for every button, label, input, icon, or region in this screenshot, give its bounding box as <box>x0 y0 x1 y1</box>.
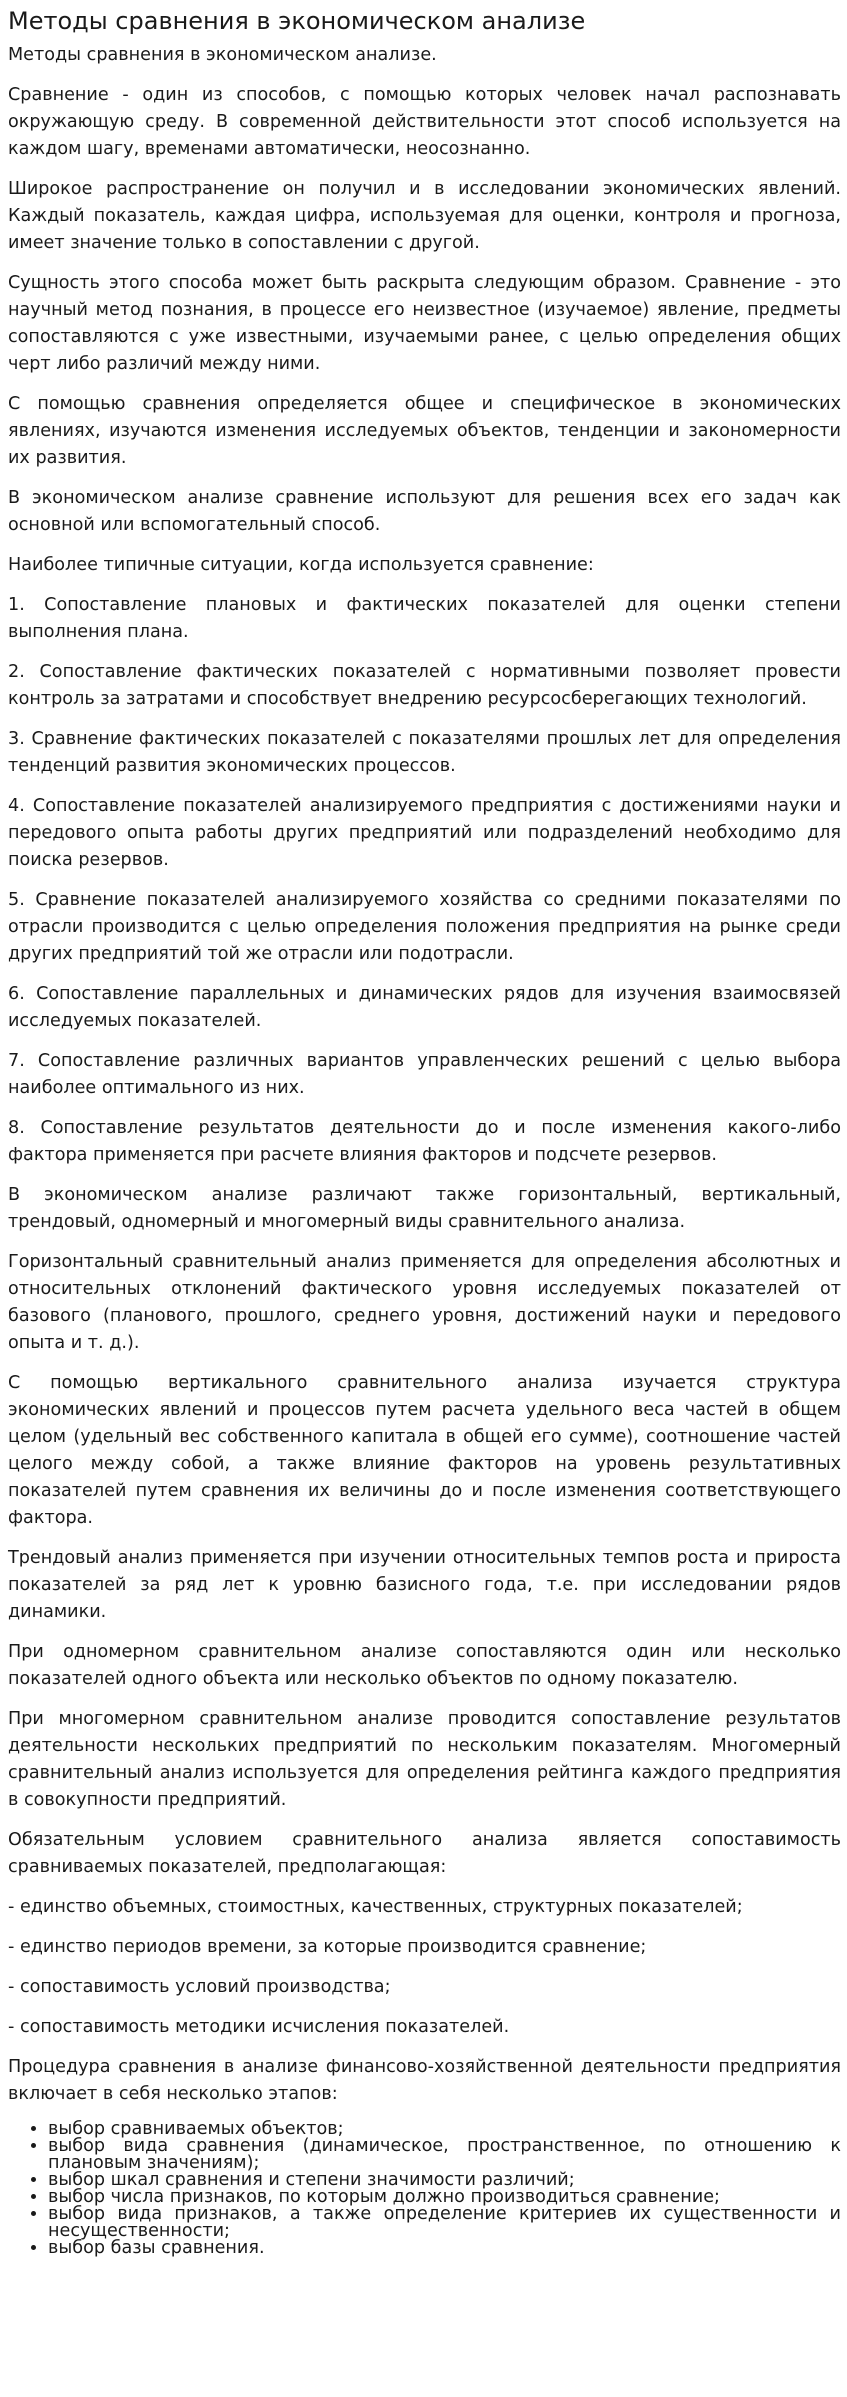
condition-item: - единство объемных, стоимостных, качественных, структурных показателей; <box>8 1897 743 1917</box>
condition-item: - сопоставимость условий производства; <box>8 1977 391 1997</box>
list-item: • выбор шкал сравнения и степени значимости различий; <box>48 2172 841 2189</box>
paragraph: Сравнение - один из способов, с помощью которых человек начал распознавать окружающую среду. В современной действительности этот способ используется на каждом шагу, временами автоматически, неосознанно. <box>8 85 841 159</box>
condition-item: - единство периодов времени, за которые производится сравнение; <box>8 1937 647 1957</box>
steps-list <box>8 2121 841 2257</box>
list-item: • выбор базы сравнения. <box>48 2240 841 2257</box>
paragraph: С помощью вертикального сравнительного анализа изучается структура экономических явлений и процессов путем расчета удельного веса частей в общем целом (удельный вес собственного капитала в общей его сумме), соотношение частей целого между собой, а также влияние факторов на уровень результативных показателей путем сравнения их величины до и после изменения соответствующего фактора. <box>8 1373 841 1528</box>
numbered-item: 3. Сравнение фактических показателей с показателями прошлых лет для определения тенденций развития экономических процессов. <box>8 729 841 776</box>
paragraph: Обязательным условием сравнительного анализа является сопоставимость сравниваемых показателей, предполагающая: <box>8 1830 841 1877</box>
list-item: • выбор вида сравнения (динамическое, пространственное, по отношению к плановым значениям); <box>48 2138 841 2172</box>
paragraph: Процедура сравнения в анализе финансово-хозяйственной деятельности предприятия включает в себя несколько этапов: <box>8 2057 841 2104</box>
paragraph: При одномерном сравнительном анализе сопоставляются один или несколько показателей одного объекта или несколько объектов по одному показателю. <box>8 1642 841 1689</box>
paragraph: При многомерном сравнительном анализе проводится сопоставление результатов деятельности нескольких предприятий по нескольким показателям. Многомерный сравнительный анализ используется для определения рейтинга каждого предприятия в совокупности предприятий. <box>8 1709 841 1810</box>
numbered-item: 7. Сопоставление различных вариантов управленческих решений с целью выбора наиболее оптимального из них. <box>8 1051 841 1098</box>
condition-item: - сопоставимость методики исчисления показателей. <box>8 2017 510 2037</box>
paragraph: Наиболее типичные ситуации, когда используется сравнение: <box>8 555 594 575</box>
numbered-item: 2. Сопоставление фактических показателей с нормативными позволяет провести контроль за затратами и способствует внедрению ресурсосберегающих технологий. <box>8 662 841 709</box>
numbered-item: 8. Сопоставление результатов деятельности до и после изменения какого-либо фактора применяется при расчете влияния факторов и подсчете резервов. <box>8 1118 841 1165</box>
numbered-item: 1. Сопоставление плановых и фактических показателей для оценки степени выполнения плана. <box>8 595 841 642</box>
paragraph: Горизонтальный сравнительный анализ применяется для определения абсолютных и относительных отклонений фактического уровня исследуемых показателей от базового (планового, прошлого, среднего уровня, достижений науки и передового опыта и т. д.). <box>8 1252 841 1353</box>
list-item: • выбор сравниваемых объектов; <box>48 2121 841 2138</box>
article-subtitle: Методы сравнения в экономическом анализе. <box>8 45 437 65</box>
list-item: • выбор вида признаков, а также определение критериев их существенности и несущественности; <box>48 2206 841 2240</box>
paragraph: В экономическом анализе сравнение используют для решения всех его задач как основной или вспомогательный способ. <box>8 488 841 535</box>
list-item: • выбор числа признаков, по которым должно производиться сравнение; <box>48 2189 841 2206</box>
numbered-item: 4. Сопоставление показателей анализируемого предприятия с достижениями науки и передового опыта работы других предприятий или подразделений необходимо для поиска резервов. <box>8 796 841 870</box>
numbered-item: 6. Сопоставление параллельных и динамических рядов для изучения взаимосвязей исследуемых показателей. <box>8 984 841 1031</box>
paragraph: С помощью сравнения определяется общее и специфическое в экономических явлениях, изучаются изменения исследуемых объектов, тенденции и закономерности их развития. <box>8 394 841 468</box>
paragraph: Трендовый анализ применяется при изучении относительных темпов роста и прироста показателей за ряд лет к уровню базисного года, т.е. при исследовании рядов динамики. <box>8 1548 841 1622</box>
numbered-item: 5. Сравнение показателей анализируемого хозяйства со средними показателями по отрасли производится с целью определения положения предприятия на рынке среди других предприятий той же отрасли или подотрасли. <box>8 890 841 964</box>
paragraph: Сущность этого способа может быть раскрыта следующим образом. Сравнение - это научный метод познания, в процессе его неизвестное (изучаемое) явление, предметы сопоставляются с уже известными, изучаемыми ранее, с целью определения общих черт либо различий между ними. <box>8 273 841 374</box>
paragraph: Широкое распространение он получил и в исследовании экономических явлений. Каждый показатель, каждая цифра, используемая для оценки, контроля и прогноза, имеет значение только в сопоставлении с другой. <box>8 179 841 253</box>
page-title: Методы сравнения в экономическом анализе <box>8 7 586 35</box>
paragraph: В экономическом анализе различают также горизонтальный, вертикальный, трендовый, одномерный и многомерный виды сравнительного анализа. <box>8 1185 841 1232</box>
